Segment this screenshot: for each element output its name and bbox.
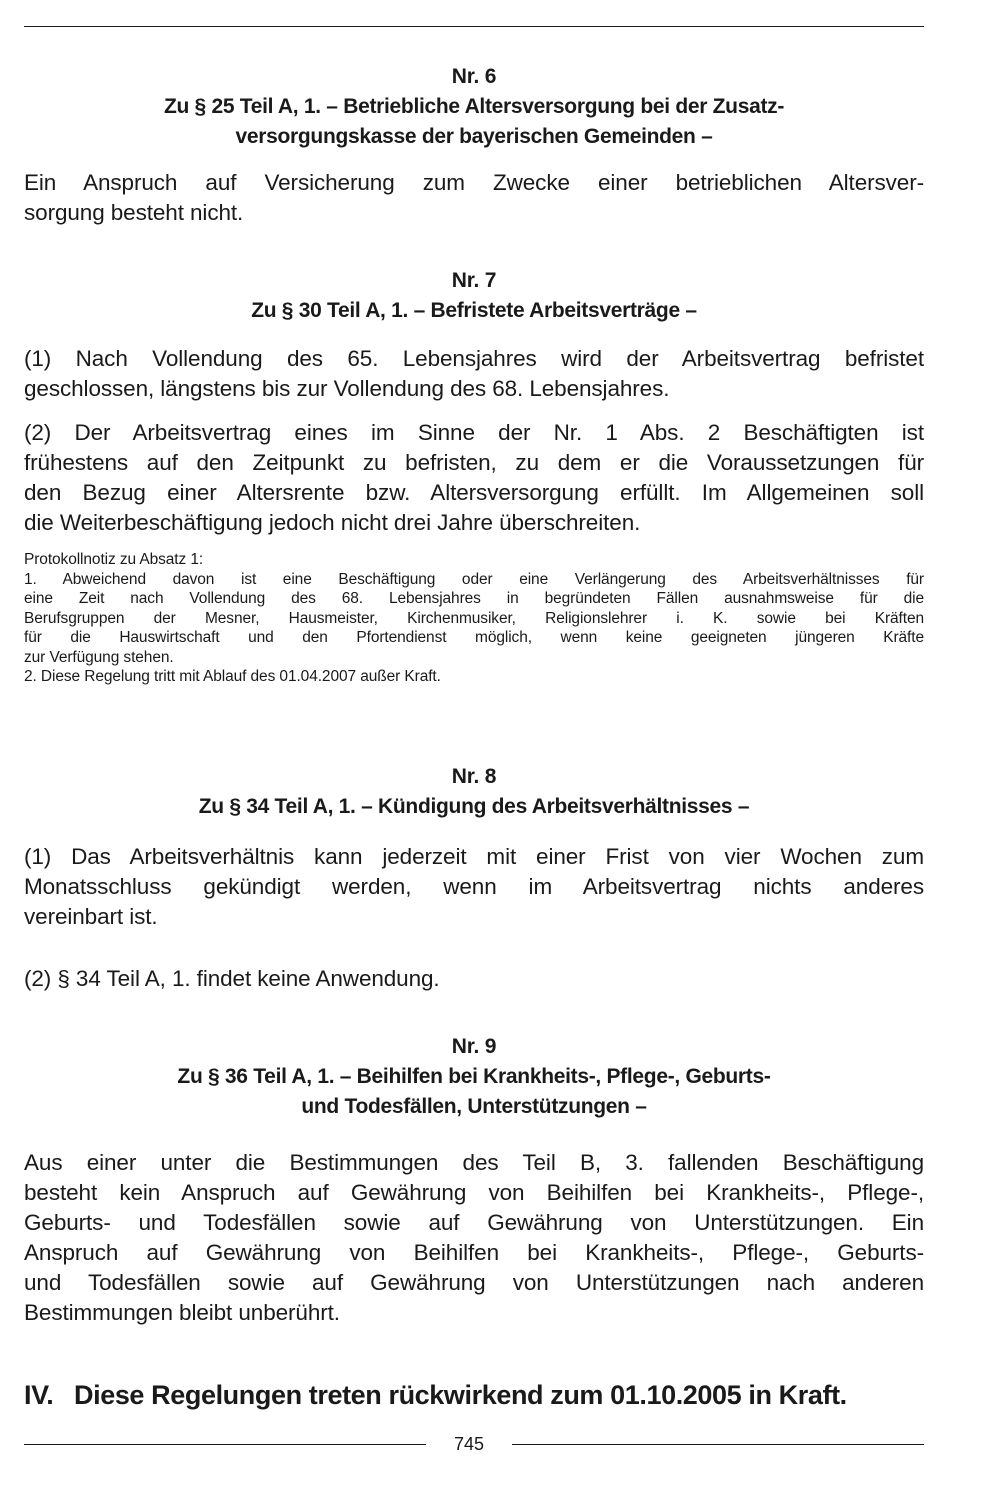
- paragraph-line: die Weiterbeschäftigung jedoch nicht drei Jahre überschreiten.: [24, 510, 641, 535]
- paragraph-line: Bestimmungen bleibt unberührt.: [24, 1300, 340, 1325]
- section-paragraph: [24, 842, 924, 932]
- section-nr-9: [24, 1032, 924, 1328]
- section-number: Nr. 9: [451, 1035, 497, 1058]
- paragraph-line: frühestens auf den Zeitpunkt zu befristen, zu dem er die Voraussetzungen für: [24, 450, 924, 475]
- section-nr-8: [24, 762, 924, 994]
- note-line: für die Hauswirtschaft und den Pfortendienst möglich, wenn keine geeigneten jüngeren Kräfte: [24, 629, 924, 646]
- section-paragraph: [24, 418, 924, 538]
- note-title: Protokollnotiz zu Absatz 1:: [24, 551, 204, 568]
- page-number: 745: [453, 1434, 485, 1454]
- paragraph-line: sorgung besteht nicht.: [24, 200, 244, 225]
- section-nr-7: [24, 266, 924, 687]
- heading-line: Zu § 34 Teil A, 1. – Kündigung des Arbeitsverhältnisses –: [198, 795, 750, 818]
- paragraph-line: und Todesfällen sowie auf Gewährung von Unterstützungen nach anderen: [24, 1270, 924, 1295]
- heading-line: versorgungskasse der bayerischen Gemeinden –: [235, 125, 713, 148]
- paragraph-line: Geburts- und Todesfällen sowie auf Gewährung von Unterstützungen. Ein: [24, 1210, 924, 1235]
- paragraph-line: den Bezug einer Altersrente bzw. Altersversorgung erfüllt. Im Allgemeinen soll: [24, 480, 924, 505]
- section-paragraph: [24, 1148, 924, 1328]
- paragraph-line: Aus einer unter die Bestimmungen des Teil B, 3. fallenden Beschäftigung: [24, 1150, 924, 1175]
- section-paragraph: [24, 344, 924, 404]
- heading-line: Zu § 36 Teil A, 1. – Beihilfen bei Krankheits-, Pflege-, Geburts-: [177, 1065, 771, 1088]
- section-heading: [24, 296, 924, 326]
- section-heading: [24, 792, 924, 822]
- top-rule: [24, 26, 924, 27]
- final-statement: [24, 1377, 924, 1413]
- section-paragraph: [24, 964, 924, 994]
- paragraph-line: Monatsschluss gekündigt werden, wenn im Arbeitsvertrag nichts anderes: [24, 874, 924, 899]
- paragraph-line: besteht kein Anspruch auf Gewährung von Beihilfen bei Krankheits-, Pflege-,: [24, 1180, 924, 1205]
- paragraph-line: vereinbart ist.: [24, 904, 158, 929]
- heading-line: Zu § 25 Teil A, 1. – Betriebliche Altersversorgung bei der Zusatz-: [163, 95, 785, 118]
- heading-line: und Todesfällen, Unterstützungen –: [301, 1095, 647, 1118]
- section-paragraph: [24, 168, 924, 228]
- paragraph-line: (1) Das Arbeitsverhältnis kann jederzeit mit einer Frist von vier Wochen zum: [24, 844, 924, 869]
- section-number: Nr. 8: [451, 765, 497, 788]
- section-nr-6: [24, 62, 924, 228]
- paragraph-line: (2) Der Arbeitsvertrag eines im Sinne der Nr. 1 Abs. 2 Beschäftigten ist: [24, 420, 924, 445]
- note-line: Berufsgruppen der Mesner, Hausmeister, Kirchenmusiker, Religionslehrer i. K. sowie bei Kräften: [24, 609, 924, 627]
- note-line: eine Zeit nach Vollendung des 68. Lebensjahres in begründeten Fällen ausnahmsweise für die: [24, 590, 924, 607]
- paragraph-line: Ein Anspruch auf Versicherung zum Zwecke einer betrieblichen Altersver-: [24, 170, 924, 195]
- paragraph-line: Anspruch auf Gewährung von Beihilfen bei Krankheits-, Pflege-, Geburts-: [24, 1240, 924, 1265]
- footer-rule-left: [24, 1444, 426, 1445]
- paragraph-line: (1) Nach Vollendung des 65. Lebensjahres wird der Arbeitsvertrag befristet: [24, 346, 924, 371]
- section-number: Nr. 6: [451, 65, 497, 88]
- page-footer: [24, 1430, 924, 1460]
- note-line: zur Verfügung stehen.: [24, 648, 174, 666]
- section-heading: [24, 1062, 924, 1122]
- paragraph-line: (2) § 34 Teil A, 1. findet keine Anwendung.: [24, 966, 440, 991]
- protocol-note: [24, 550, 924, 687]
- heading-line: Zu § 30 Teil A, 1. – Befristete Arbeitsverträge –: [251, 299, 697, 322]
- paragraph-line: geschlossen, längstens bis zur Vollendung des 68. Lebensjahres.: [24, 376, 670, 401]
- final-statement-text: Diese Regelungen treten rückwirkend zum 01.10.2005 in Kraft.: [74, 1380, 847, 1410]
- roman-numeral: IV.: [24, 1380, 54, 1410]
- note-line: 2. Diese Regelung tritt mit Ablauf des 01.04.2007 außer Kraft.: [24, 668, 441, 685]
- note-line: 1. Abweichend davon ist eine Beschäftigung oder eine Verlängerung des Arbeitsverhältnisses für: [24, 570, 924, 588]
- footer-rule-right: [512, 1444, 924, 1445]
- section-number: Nr. 7: [451, 269, 497, 292]
- document-page: [24, 0, 924, 1491]
- section-heading: [24, 92, 924, 152]
